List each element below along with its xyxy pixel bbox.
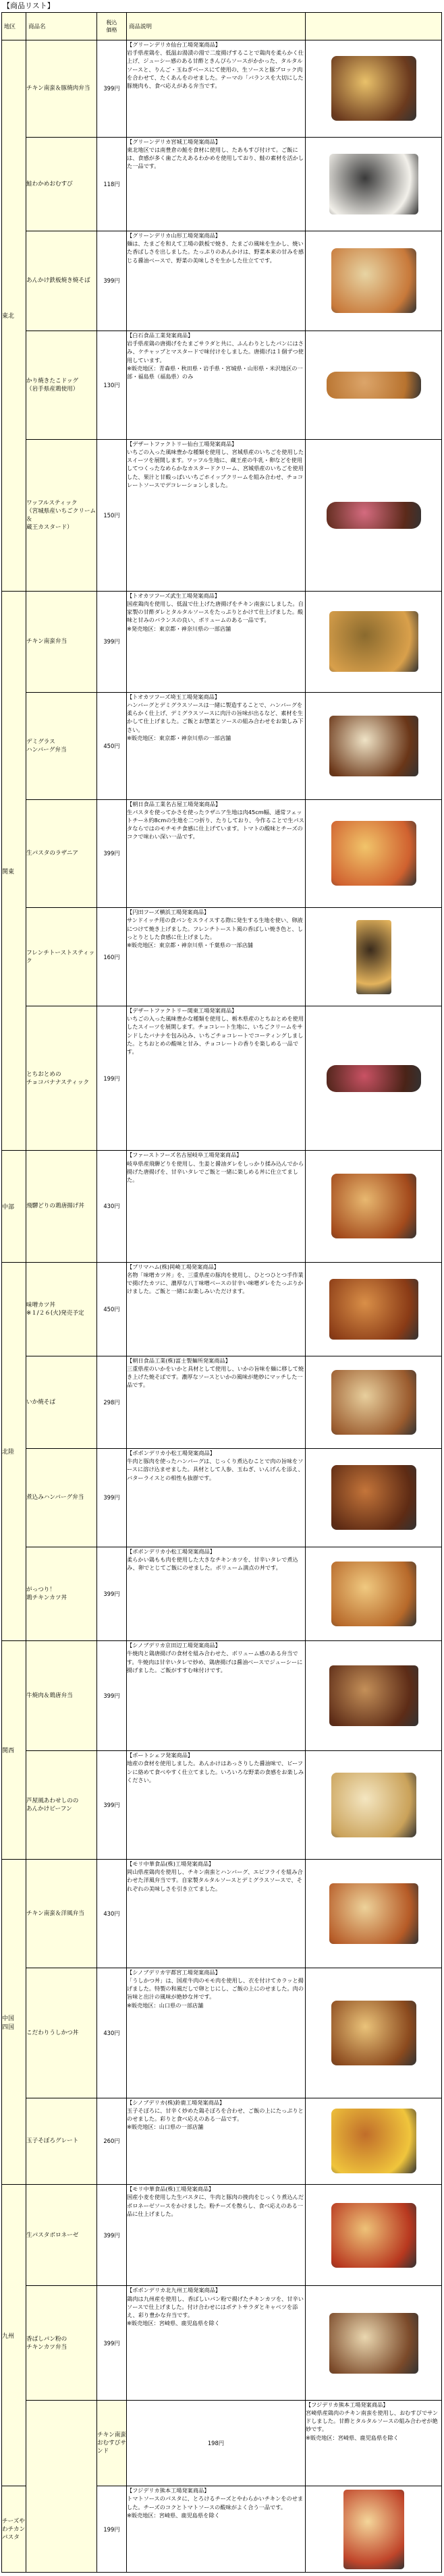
region-cell: 関西 <box>2 1641 26 1860</box>
product-name-cell <box>26 1859 97 1968</box>
product-name-cell <box>26 2185 97 2286</box>
description-text: いちごの入った風味豊かな種類を使用し、宮城県産のいちごを使用したスイーツを展開します。ワッフル生地に、蔵王産の牛乳・卵などを使用してつくったなめらかなカスタードクリーム、宮城県産のいちごを使用した、果汁と甘酸っぱいいちごホイップクリームを組み合わせ、チョコレートソースでデコレーションしました。 <box>127 448 304 488</box>
factory-label: 【円田フーズ横浜工場発案商品】 <box>127 909 210 916</box>
product-description-cell <box>127 331 306 439</box>
description-text: 宮崎県産鶏肉のチキン南蛮を使用し、おむすびでサンドしました。甘酢とタルタルソースの組み合わせが絶妙です。 <box>306 2409 439 2433</box>
product-description-cell <box>127 591 306 692</box>
product-price: 130円 <box>97 331 127 439</box>
description-text: 牛焼肉と鶏唐揚げの食材を組み合わせた、ボリューム感のある弁当です。牛焼肉は甘辛いタレで炒め、鶏唐揚げは醤油ベースでジューシーに揚げました。ご飯がすすむ味付けです。 <box>127 1650 303 1673</box>
product-name: 生パスタのラザニア <box>26 850 79 857</box>
factory-label: 【ファーストフーズ名古屋岐阜工場発案商品】 <box>127 1151 242 1159</box>
header-image <box>306 13 442 40</box>
product-price: 260円 <box>97 2098 127 2185</box>
table-row <box>2 1356 442 1448</box>
product-name-cell <box>26 1262 97 1356</box>
product-description-cell <box>127 799 306 908</box>
product-name-cell <box>26 1968 97 2098</box>
product-price: 118円 <box>97 137 127 231</box>
description-text: 三重県産のいかをいかと具材として使用し、いかの旨味を麺に移して焼き上げた焼そばです。濃厚なソースといかの風味が絶妙にマッチした一品です。 <box>127 1365 304 1389</box>
region-cell: 東北 <box>2 40 26 592</box>
product-name: ワッフルスティック （宮城県産いちごクリーム＆ 蔵王カスタード） <box>26 499 96 531</box>
table-row <box>2 1006 442 1151</box>
product-name: 煮込みハンバーグ弁当 <box>26 1494 84 1501</box>
product-photo-cell <box>306 692 442 799</box>
sales-area-note: ※販売地区：宮崎県、鹿児島県を除く <box>306 2434 399 2441</box>
product-name: こだわりうしかつ丼 <box>26 2029 79 2036</box>
factory-label: 【モリ中華食品(株)工場発案商品】 <box>127 1860 215 1867</box>
product-name-cell <box>26 1547 97 1640</box>
product-photo <box>329 154 418 214</box>
factory-label: 【モリ中華食品(株)工場発案商品】 <box>127 2185 215 2193</box>
product-photo-cell <box>306 1449 442 1547</box>
product-photo-cell <box>306 1356 442 1448</box>
product-price: 399円 <box>97 40 127 138</box>
header-region: 地区 <box>2 13 26 40</box>
table-row <box>2 2400 442 2486</box>
product-price: 450円 <box>97 1262 127 1356</box>
product-photo <box>343 2490 404 2569</box>
product-name: 牛焼肉＆鶏唐弁当 <box>26 1692 73 1700</box>
factory-label: 【プリマハム(株)岡崎工場発案商品】 <box>127 1263 219 1270</box>
description-text: いちごの入った風味豊かな種類を使用し、栃木県産のとちおとめを使用したスイーツを展開します。チョコレート生地に、いちごクリームをサンドしたバナナを包み込み、いちごチョコレートでコーティングしました。とちおとめの酸味と甘み、チョコレートの香りを楽しめる一品です。 <box>127 1015 304 1056</box>
product-photo-cell <box>306 908 442 1006</box>
description-text: サンドイッチ用の食パンをスライスする際に発生する生地を使い、卵液につけて焼き上げました。フレンチトースト風の香ばしい焼き色と、しっとりとした食感に仕上げました。 <box>127 917 303 940</box>
product-name: チキン南蛮＆豚焼肉弁当 <box>26 85 90 92</box>
product-name: 生パスタボロネーゼ <box>26 2231 79 2239</box>
product-description-cell <box>127 2185 306 2286</box>
product-name: 香ばしパン粉の チキンカツ弁当 <box>26 2335 67 2351</box>
region-cell: 中国 四国 <box>2 1859 26 2184</box>
product-photo-cell <box>306 1641 442 1751</box>
product-price: 199円 <box>97 1006 127 1151</box>
product-name-cell <box>26 40 97 138</box>
product-photo <box>327 1065 421 1092</box>
factory-label: 【ポートシェフ発案商品】 <box>127 1752 194 1759</box>
product-description-cell <box>127 1751 306 1860</box>
table-row <box>2 231 442 331</box>
product-price: 430円 <box>97 1151 127 1262</box>
product-photo <box>329 716 418 776</box>
product-photo-cell <box>306 331 442 439</box>
product-price: 430円 <box>97 1968 127 2098</box>
product-price: 399円 <box>97 2286 127 2400</box>
factory-label: 【グリーンデリカ山形工場発案商品】 <box>127 231 221 239</box>
product-name: チキン南蛮弁当 <box>26 638 67 646</box>
product-price: 399円 <box>97 1547 127 1640</box>
product-name: あんかけ鉄板焼き焼そば <box>26 277 90 285</box>
product-photo <box>331 1465 416 1530</box>
product-photo-cell <box>306 1751 442 1860</box>
product-photo-cell <box>306 2098 442 2185</box>
table-row <box>2 1547 442 1640</box>
factory-label: 【朝日食品工業名古屋工場発案商品】 <box>127 800 221 807</box>
factory-label: 【白石食品工業発案商品】 <box>127 331 194 339</box>
description-text: 岩手県産鶏の唐揚げをたまごサラダと共に、ふんわりとしたパンにはさみ、ケチャップとマスタードで味付けをしました。唐揚げは１個ずつ使用しています。 <box>127 340 304 364</box>
region-cell: 中部 <box>2 1151 26 1262</box>
product-name-cell <box>26 231 97 331</box>
product-description-cell <box>127 1641 306 1751</box>
product-price: 150円 <box>97 439 127 591</box>
table-row <box>2 1751 442 1860</box>
table-row <box>2 591 442 692</box>
product-description-cell <box>127 692 306 799</box>
factory-label: 【シノブデリカ京田辺工場発案商品】 <box>127 1642 221 1649</box>
product-name: かり焼きたこドッグ （岩手県産鶏使用） <box>26 377 79 393</box>
product-name-cell <box>26 1006 97 1151</box>
description-text: 東北地区では南豊倉の鮭を食材に使用し、たあもすび付けて。ご飯には、食感が多く歯ごたえあるわかめを使用しており、鮭の素材を活かした一品です。 <box>127 146 304 170</box>
description-text: 地産の食材を使用しました。あんかけはあっさりした醤油味で、ビーフンに絡めて食べやすく仕立てました。いろいろな野菜の食感をお楽しみください。 <box>127 1760 304 1783</box>
table-row <box>2 1151 442 1262</box>
product-description-cell <box>127 1262 306 1356</box>
product-photo <box>331 1370 416 1435</box>
product-photo-cell <box>306 1547 442 1640</box>
product-photo <box>329 1279 418 1340</box>
description-text: 生パスタを使ってかさを使ったラザニア生地は肉45cm幅、通常フェットチーネ約8cmの生地を二つ折り、たりしており、今作ることで生パスタならではのモチモチ食感に仕上げています。トマトの酸味とチーズのコクで味わい深い一品です。 <box>127 808 304 840</box>
product-name: とちおとめの チョコバナナスティック <box>26 1070 90 1086</box>
product-description-cell <box>127 231 306 331</box>
factory-label: 【デザートファクトリー関東工場発案商品】 <box>127 1007 238 1014</box>
product-name-cell <box>26 908 97 1006</box>
product-name-cell <box>26 799 97 908</box>
product-photo-cell <box>306 591 442 692</box>
description-text: 岩手県産鶏を、低温お湯漬の湯で二度揚げすることで鶏肉を柔らかく仕上げ、ジューシー感のある甘酢ときんぴらソースがかかった、タルタルソースと、りんご・玉ねぎベースにて使用の、生ソースと豚ブロック肉を合わせて、たくあんをのせました。テーマの「バランスを大切にした豚焼肉も、食べ応えがある弁当です。 <box>127 49 304 90</box>
product-description-cell <box>127 40 306 138</box>
product-photo-cell <box>306 2486 442 2573</box>
table-row <box>2 692 442 799</box>
product-price: 399円 <box>97 1641 127 1751</box>
description-text: 「うしかつ丼」は、国産牛肉のモモ肉を使用し、衣を付けてカラッと揚げました。特製の和風だしで卵とじにし、ご飯の上にのせました。肉の旨味と出汁の風味が絶妙な丼です。 <box>127 1976 304 2001</box>
description-text: 柔らかい鶏もも肉を使用した大きなチキンカツを、甘辛いタレで煮込み、卵でとじてご飯にのせました。ボリューム満点の丼です。 <box>127 1556 298 1572</box>
product-name-cell <box>26 1751 97 1860</box>
product-price: 399円 <box>97 1751 127 1860</box>
factory-label: 【ポポンデリカ小松工場発案商品】 <box>127 1547 215 1555</box>
product-name-cell <box>26 692 97 799</box>
product-name-cell <box>26 1641 97 1751</box>
product-name-cell <box>26 1449 97 1547</box>
product-description-cell <box>127 1006 306 1151</box>
description-text: 国産小麦を使用した生パスタに、牛肉と豚肉の挽肉をじっくり煮込んだボロネーゼソースをかけました。粉チーズを散らし、食べ応えのある一品に仕上げました。 <box>127 2194 304 2217</box>
product-photo <box>327 502 421 529</box>
factory-label: 【グリーンデリカ仙台工場発案商品】 <box>127 41 221 48</box>
product-name-cell <box>26 591 97 692</box>
table-row <box>2 439 442 591</box>
table-row <box>2 331 442 439</box>
product-price: 198円 <box>127 2400 306 2486</box>
sales-area-note: ※販売地区：東京都・神奈川県・千葉県の一部店舗 <box>127 942 253 949</box>
product-description-cell <box>127 1356 306 1448</box>
header-name: 商品名 <box>26 13 97 40</box>
region-cell: 九州 <box>2 2185 26 2486</box>
document-title: 【商品リスト】 <box>3 1 55 10</box>
table-row <box>2 1262 442 1356</box>
product-name: チキン南蛮おむすびサンド <box>97 2431 126 2455</box>
product-name-cell <box>26 1356 97 1448</box>
table-row <box>2 799 442 908</box>
product-photo-cell <box>306 1262 442 1356</box>
product-price: 430円 <box>97 1859 127 1968</box>
sales-area-note: ※販売地区：青森県・秋田県・岩手県・宮城県・山形県・米沢地区の一部・福島県（福島県）のみ <box>127 364 303 380</box>
product-description-cell <box>306 2400 442 2486</box>
product-table <box>1 12 442 2573</box>
factory-label: 【フジデリカ熊本工場発案商品】 <box>306 2401 389 2408</box>
description-text: 岐阜県産飛騨どりを使用し、生姜と醤油ダレをしっかり揉み込んでから揚げた唐揚げを、甘辛いタレでご飯と一緒に楽しめる丼に仕立てました。 <box>127 1160 304 1184</box>
product-photo <box>327 372 421 399</box>
product-photo-cell <box>306 137 442 231</box>
factory-label: 【デザートファクトリー仙台工場発案商品】 <box>127 440 238 447</box>
product-photo <box>331 248 416 313</box>
product-description-cell <box>127 1449 306 1547</box>
table-row <box>2 908 442 1006</box>
product-name-cell <box>26 1151 97 1262</box>
sales-area-note: ※発売地区：東京都・神奈川県の一部店舗 <box>127 625 231 632</box>
sales-area-note: ※販売地区：東京都・神奈川県の一部店舗 <box>127 734 231 741</box>
table-row <box>2 1449 442 1547</box>
factory-label: 【シノブデリカ宇都宮工場発案商品】 <box>127 1968 221 1976</box>
product-photo <box>329 1883 418 1944</box>
product-name-cell <box>97 2400 127 2486</box>
product-description-cell <box>127 2486 306 2573</box>
product-photo-cell <box>306 231 442 331</box>
product-name: チーズやわチカンパスタ <box>2 2517 26 2541</box>
product-photo <box>329 2313 418 2374</box>
product-photo <box>329 611 418 672</box>
table-row <box>2 1641 442 1751</box>
description-text: 名物「味噌カツ丼」を、三重県産の豚肉を使用し、ひとつひとつ手作業で揚げたカツに、濃厚な八丁味噌ベースの甘辛い味噌ダレをたっぷりかけました。ご飯と一緒にお楽しみいただけます。 <box>127 1271 304 1295</box>
table-header-row <box>2 13 442 40</box>
product-photo-cell <box>306 40 442 138</box>
product-description-cell <box>127 1547 306 1640</box>
product-photo <box>331 2109 416 2173</box>
table-row <box>2 137 442 231</box>
sales-area-note: ※販売地区：宮崎県、鹿児島県を除く <box>127 2320 220 2327</box>
product-name: がっつり！ 鶏チキンカツ丼 <box>26 1586 67 1602</box>
product-photo-cell <box>306 2185 442 2286</box>
product-photo <box>331 1562 416 1626</box>
product-description-cell <box>127 908 306 1006</box>
factory-label: 【グリーンデリカ宮城工場発案商品】 <box>127 138 221 145</box>
sales-area-note: ※販売地区：山口県の一部店舗 <box>127 2001 204 2009</box>
product-name-cell <box>2 2486 26 2573</box>
region-cell <box>26 2400 97 2572</box>
product-name: 味噌カツ丼 ※１/２６(火)発売予定 <box>26 1301 84 1317</box>
product-name-cell <box>26 439 97 591</box>
factory-label: 【トオカツフーズ埼玉工場発案商品】 <box>127 693 221 700</box>
product-photo-cell <box>306 799 442 908</box>
table-row <box>2 2185 442 2286</box>
product-description-cell <box>127 439 306 591</box>
product-name: チキン南蛮＆洋風弁当 <box>26 1910 84 1917</box>
factory-label: 【ポポンデリカ小松工場発案商品】 <box>127 1450 215 1457</box>
product-price: 298円 <box>97 1356 127 1448</box>
product-price: 160円 <box>97 908 127 1006</box>
description-text: 牛肉と豚肉を使ったハンバーグは、じっくり煮込むことで肉の旨味をソースに溶け込ませました。具材として人参、玉ねぎ、いんげんを添え、バターライスとの相性も抜群です。 <box>127 1458 304 1481</box>
region-cell: 関東 <box>2 591 26 1151</box>
table-body <box>2 40 442 2573</box>
product-name: いか焼そば <box>26 1398 55 1406</box>
factory-label: 【朝日食品工業(株)富士製麺所発案商品】 <box>127 1356 231 1364</box>
product-price: 399円 <box>97 2185 127 2286</box>
product-description-cell <box>127 1968 306 2098</box>
table-row <box>2 1859 442 1968</box>
product-photo-cell <box>306 1859 442 1968</box>
product-photo-cell <box>306 2286 442 2400</box>
product-photo-cell <box>306 1151 442 1262</box>
table-row <box>2 2098 442 2185</box>
product-price: 199円 <box>97 2486 127 2573</box>
table-row <box>2 1968 442 2098</box>
product-name-cell <box>26 2286 97 2400</box>
product-description-cell <box>127 1151 306 1262</box>
table-row <box>2 2286 442 2400</box>
product-name-cell <box>26 2098 97 2185</box>
product-photo <box>329 1665 418 1726</box>
factory-label: 【シノブデリカ(株)鈴鹿工場発案商品】 <box>127 2098 225 2106</box>
product-name: 芦屋風あわせしのの あんかけビーフン <box>26 1798 79 1813</box>
product-photo <box>331 56 416 121</box>
product-photo <box>331 1174 416 1238</box>
factory-label: 【トオカツフーズ武生工場発案商品】 <box>127 592 221 599</box>
product-name: 玉子そぼろグレート <box>26 2138 79 2145</box>
product-name: 鮭わかめおむすび <box>26 180 73 188</box>
description-text: 玉子そぼろに、甘辛く炒めた鶏そぼろを合わせ、ご飯の上にたっぷりとのせました。彩りと食べ応えのある一品です。 <box>127 2107 304 2123</box>
description-text: 国産鶏肉を使用し、低温で仕上げた唐揚げをチキン南蛮にしました。自家製の甘酢ダレとタルタルソースをたっぷりとかけて仕上げました。酸味と甘みのバランスの良い、ボリュームのある一品です。 <box>127 600 304 624</box>
header-price: 税込 価格 <box>97 13 127 40</box>
product-name-cell <box>26 137 97 231</box>
product-photo <box>331 821 416 886</box>
product-description-cell <box>127 1859 306 1968</box>
product-name: 飛驒どりの鶏唐揚げ丼 <box>26 1203 84 1210</box>
product-name-cell <box>26 331 97 439</box>
product-price: 399円 <box>97 1449 127 1547</box>
sales-area-note: ※販売地区：宮崎県、鹿児島県を除く <box>127 2511 220 2519</box>
product-photo <box>331 2001 416 2065</box>
description-text: トマトソースのパスタに、とろけるチーズとやわらかいチキンをのせました。チーズのコクとトマトソースの酸味がよく合う一品です。 <box>127 2495 304 2511</box>
product-name: デミグラス ハンバーグ弁当 <box>26 738 67 753</box>
description-text: ハンバーグとデミグラスソースは一緒に製造することで、ハンバーグを柔らかく仕上げ、デミグラスソースに肉汁の旨味が出るなど、素材を生かして仕上げました。ご飯とお惣菜とソースの組み合わせをお楽しみ下さい。 <box>127 702 304 733</box>
header-description: 商品説明 <box>127 13 306 40</box>
description-text: 麺は、たまごを和えて工場の鉄板で焼き、たまごの風味を生かし、焼いた香ばしさを出しました。たっぷりのあんかけは、野菜本来の甘みを感じる醤油ベースで、野菜の美味しさを生かした仕立てです。 <box>127 240 304 264</box>
sales-area-note: ※販売地区：山口県の一部店舗 <box>127 2123 204 2131</box>
product-description-cell <box>127 2286 306 2400</box>
product-photo-cell <box>306 1006 442 1151</box>
product-photo <box>331 1773 416 1837</box>
product-price: 450円 <box>97 692 127 799</box>
product-description-cell <box>127 137 306 231</box>
product-photo-cell <box>306 439 442 591</box>
product-price: 399円 <box>97 591 127 692</box>
product-photo <box>331 2203 416 2268</box>
product-description-cell <box>127 2098 306 2185</box>
region-cell: 北陸 <box>2 1262 26 1641</box>
description-text: 岡山県産鶏肉を使用し、チキン南蛮とハンバーグ、エビフライを組み合わせた洋風弁当です。自家製タルタルソースとデミグラスソースで、それぞれの美味しさを引き立てました。 <box>127 1868 303 1892</box>
table-row <box>2 40 442 138</box>
product-name: フレンチトーストスティック <box>26 949 95 965</box>
product-photo-cell <box>306 1968 442 2098</box>
description-text: 鶏肉は九州産を使用し、香ばしいパン粉で揚げたチキンカツを、甘辛いソースで仕上げました。付け合わせにはポテトサラダとキャベツを添え、彩り豊かな弁当です。 <box>127 2295 304 2318</box>
product-photo <box>356 920 391 994</box>
product-price: 399円 <box>97 799 127 908</box>
product-price: 399円 <box>97 231 127 331</box>
factory-label: 【ポポンデリカ北九州工場発案商品】 <box>127 2287 221 2294</box>
factory-label: 【フジデリカ熊本工場発案商品】 <box>127 2487 210 2494</box>
